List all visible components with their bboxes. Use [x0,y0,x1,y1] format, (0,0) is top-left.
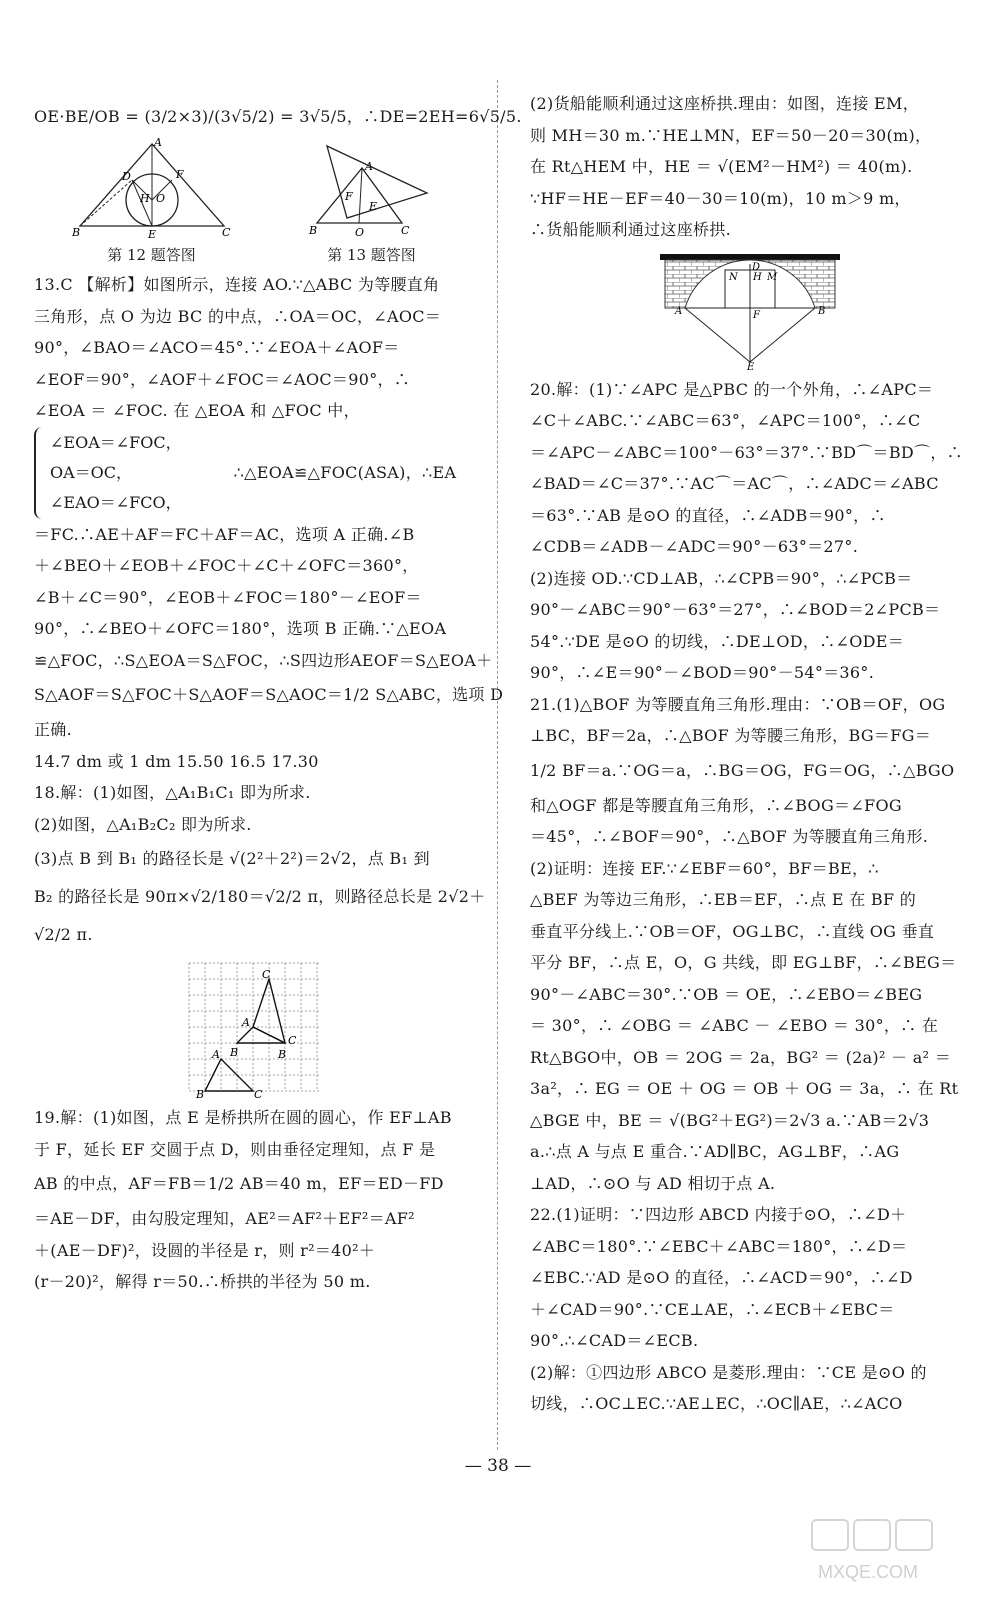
q19-line-4: ＋(AE－DF)²，设圆的半径是 r，则 r²＝40²＋ [34,1240,376,1260]
q19b-line-1: 则 MH＝30 m.∵HE⊥MN，EF＝50－20＝30(m)， [530,125,932,145]
q20-line-1: ∠C＋∠ABC.∵∠ABC＝63°，∠APC＝100°，∴∠C [530,411,921,430]
q20-line-4: ＝63°.∵AB 是⊙O 的直径，∴∠ADB＝90°，∴ [530,505,886,525]
svg-text:D: D [752,261,761,273]
brace-symbol [34,427,46,519]
q21-line-2: 1/2 BF＝a.∵OG＝a，∴BG＝OG，FG＝OG，∴△BGO [530,760,955,780]
q21-line-7: 垂直平分线上.∵OB＝OF，OG⊥BC，∴直线 OG 垂直 [530,921,935,941]
svg-text:C: C [254,1088,263,1098]
svg-text:H: H [753,271,762,283]
svg-text:B: B [230,1046,239,1059]
bridge-arch-drawing [655,250,845,370]
q13-line-6: ＋∠BEO＋∠EOB＋∠FOC＋∠C＋∠OFC＝360°， [34,556,419,575]
brace-result: ∴△EOA≌△FOC(ASA)，∴EA [233,462,457,482]
q18-line-2: (3)点 B 到 B₁ 的路径长是 √(2²＋2²)＝2√2，点 B₁ 到 [34,849,430,868]
q13-line-9: ≌△FOC，∴S△EOA＝S△FOC，∴S四边形AEOF＝S△EOA＋ [34,650,493,670]
q19b-line-4: ∴货船能顺利通过这座桥拱. [530,220,731,239]
svg-text:E: E [747,361,755,370]
figure-12-caption: 第 12 题答图 [107,246,196,264]
svg-text:A: A [364,160,373,173]
svg-text:A: A [242,1016,250,1029]
q18-line-0: 18.解：(1)如图，△A₁B₁C₁ 即为所求. [34,783,311,802]
q18-line-1: (2)如图，△A₁B₂C₂ 即为所求. [34,814,252,834]
brace-rows [50,428,182,518]
page-number: — 38 — [464,1456,532,1476]
svg-text:E: E [147,228,156,238]
answers-14-17: 14.7 dm 或 1 dm 15.50 16.5 17.30 [34,751,319,771]
brace-row: OA＝OC， [50,462,133,482]
svg-text:M: M [767,271,778,283]
q13-line-11: 正确. [34,720,72,739]
svg-text:A: A [675,305,683,317]
svg-text:B: B [278,1048,287,1061]
q19-line-2: AB 的中点，AF＝FB＝1/2 AB＝40 m，EF＝ED－FD [34,1174,444,1193]
q13-line-0: 13.C 【解析】如图所示，连接 AO.∵△ABC 为等腰直角 [34,275,440,294]
q22-line-6: 切线，∴OC⊥EC.∵AE⊥EC，∴OC∥AE，∴∠ACO [530,1394,903,1413]
brace-row: ∠EOA＝∠FOC， [50,432,182,452]
q13-line-3: ∠EOF＝90°，∠AOF＋∠FOC＝∠AOC＝90°，∴ [34,369,411,389]
q22-line-2: ∠EBC.∵AD 是⊙O 的直径，∴∠ACD＝90°，∴∠D [530,1268,913,1287]
q20-line-5: ∠CDB＝∠ADB－∠ADC＝90°－63°＝27°. [530,537,859,556]
q22-line-4: 90°.∴∠CAD＝∠ECB. [530,1331,699,1350]
q18-line-4: √2/2 π. [34,925,93,944]
q21-line-8: 平分 BF，∴点 E，O，G 共线，即 EG⊥BF，∴∠BEG＝ [530,953,957,972]
q21-line-6: △BEF 为等边三角形，∴EB＝EF，∴点 E 在 BF 的 [530,890,917,909]
svg-text:C: C [288,1034,297,1047]
svg-text:H: H [139,192,150,205]
svg-text:C: C [400,224,409,237]
q21-line-4: ＝45°，∴∠BOF＝90°，∴△BOF 为等腰直角三角形. [530,827,929,846]
q19b-line-3: ∵HF＝HE－EF＝40－30＝10(m)，10 m＞9 m， [530,188,911,208]
q12-formula: OE·BE/OB = (3/2×3)/(3√5/2) = 3√5/5，∴DE=2EH=6√5/5. [34,107,522,126]
q18-line-3: B₂ 的路径长是 90π×√2/180＝√2/2 π，则路径总长是 2√2＋ [34,887,486,906]
svg-text:D: D [121,170,131,183]
figure-12 [72,138,232,265]
svg-text:F: F [753,309,760,321]
figure-12-drawing [72,138,232,238]
q13-line-10: S△AOF＝S△FOC＋S△AOF＝S△AOC＝1/2 S△ABC，选项 D [34,685,504,704]
figure-13 [307,138,437,265]
svg-text:N: N [729,271,738,283]
q21-line-14: a.∴点 A 与点 E 重合.∵AD∥BC，AG⊥BF，∴AG [530,1142,900,1161]
watermark-logo [808,1516,968,1586]
q21-line-15: ⊥AD，∴⊙O 与 AD 相切于点 A. [530,1173,776,1193]
q22-line-3: ＋∠CAD＝90°.∵CE⊥AE，∴∠ECB＋∠EBC＝ [530,1299,895,1319]
q20-line-0: 20.解：(1)∵∠APC 是△PBC 的一个外角，∴∠APC＝ [530,379,934,399]
q19-line-0: 19.解：(1)如图，点 E 是桥拱所在圆的圆心，作 EF⊥AB [34,1108,452,1127]
q21-line-9: 90°－∠ABC＝30°.∵OB ＝ OE，∴∠EBO＝∠BEG [530,984,923,1004]
svg-text:A: A [212,1048,220,1061]
q21-line-11: Rt△BGO中，OB ＝ 2OG ＝ 2a，BG² ＝ (2a)² － a² ＝ [530,1047,951,1067]
figure-13-drawing [307,138,437,238]
q20-line-2: ＝∠APC－∠ABC＝100°－63°＝37°.∵BD⌒＝BD⌒，∴ [530,442,963,462]
q21-line-12: 3a²，∴ EG ＝ OE ＋ OG ＝ OB ＋ OG ＝ 3a，∴ 在 Rt [530,1079,959,1098]
q22-line-1: ∠ABC＝180°.∵∠EBC＋∠ABC＝180°，∴∠D＝ [530,1236,908,1256]
q20-line-8: 54°.∵DE 是⊙O 的切线，∴DE⊥OD，∴∠ODE＝ [530,631,905,651]
congruence-system [34,427,474,519]
q19-line-5: (r－20)²，解得 r＝50.∴桥拱的半径为 50 m. [34,1272,371,1291]
q20-line-7: 90°－∠ABC＝90°－63°＝27°，∴∠BOD＝2∠PCB＝ [530,600,941,619]
q21-line-13: △BGE 中，BE ＝ √(BG²＋EG²)＝2√3 a.∵AB＝2√3 [530,1110,930,1130]
q13-line-2: 90°，∠BAO＝∠ACO＝45°.∵∠EOA＋∠AOF＝ [34,338,400,357]
q19-line-3: ＝AE－DF，由勾股定理知，AE²＝AF²＋EF²＝AF² [34,1209,415,1228]
svg-text:B: B [196,1088,205,1098]
q21-line-10: ＝ 30°，∴ ∠OBG ＝ ∠ABC － ∠EBO ＝ 30°，∴ 在 [530,1016,939,1035]
svg-text:B: B [818,305,826,317]
q20-line-6: (2)连接 OD.∵CD⊥AB，∴∠CPB＝90°，∴∠PCB＝ [530,568,913,588]
figure-13-caption: 第 13 题答图 [327,246,416,264]
svg-text:B: B [308,224,317,237]
svg-text:O: O [155,192,165,205]
svg-text:E: E [368,200,377,213]
q19-line-1: 于 F，延长 EF 交圆于点 D，则由垂径定理知，点 F 是 [34,1139,436,1159]
column-divider [497,80,498,1450]
brace-row: ∠EAO＝∠FCO， [50,492,182,512]
figure-18 [34,958,474,1098]
q13-line-4: ∠EOA ＝ ∠FOC. 在 △EOA 和 △FOC 中， [34,401,360,420]
figures-12-13 [34,138,474,265]
q21-line-3: 和△OGF 都是等腰直角三角形，∴∠BOG＝∠FOG [530,795,902,815]
q21-line-0: 21.(1)△BOF 为等腰直角三角形.理由：∵OB＝OF，OG [530,694,946,714]
q19b-line-2: 在 Rt△HEM 中，HE ＝ √(EM²－HM²) ＝ 40(m). [530,157,913,176]
svg-text:A: A [153,138,162,149]
q22-line-5: (2)解：①四边形 ABCO 是菱形.理由：∵CE 是⊙O 的 [530,1362,927,1382]
svg-text:F: F [175,168,184,181]
q13-line-7: ∠B＋∠C＝90°，∠EOB＋∠FOC＝180°－∠EOF＝ [34,587,422,607]
left-column [34,70,522,1298]
q13-line-1: 三角形，点 O 为边 BC 的中点，∴OA＝OC，∠AOC＝ [34,306,442,326]
watermark-text: MXQE.COM [818,1562,919,1582]
svg-text:C: C [221,226,230,238]
q20-line-3: ∠BAD＝∠C＝37°.∵AC⌒＝AC⌒，∴∠ADC＝∠ABC [530,474,939,493]
q21-line-1: ⊥BC，BF＝2a，∴△BOF 为等腰三角形，BG＝FG＝ [530,726,932,745]
q22-line-0: 22.(1)证明：∵四边形 ABCD 内接于⊙O，∴∠D＋ [530,1205,907,1224]
svg-text:F: F [344,190,353,203]
grid-figure [184,958,324,1098]
svg-text:C: C [262,968,271,981]
q21-line-5: (2)证明：连接 EF.∵∠EBF＝60°，BF＝BE，∴ [530,858,879,878]
q20-line-9: 90°，∴∠E＝90°－∠BOD＝90°－54°＝36°. [530,663,875,682]
svg-text:B: B [71,226,80,238]
q13-line-8: 90°，∴∠BEO＋∠OFC＝180°，选项 B 正确.∵△EOA [34,619,447,638]
svg-text:O: O [354,226,364,238]
q13-line-5: ＝FC.∴AE＋AF＝FC＋AF＝AC，选项 A 正确.∠B [34,524,415,544]
q19b-line-0: (2)货船能顺利通过这座桥拱.理由：如图，连接 EM， [530,94,919,113]
figure-bridge [530,250,970,370]
right-column [530,70,970,1420]
